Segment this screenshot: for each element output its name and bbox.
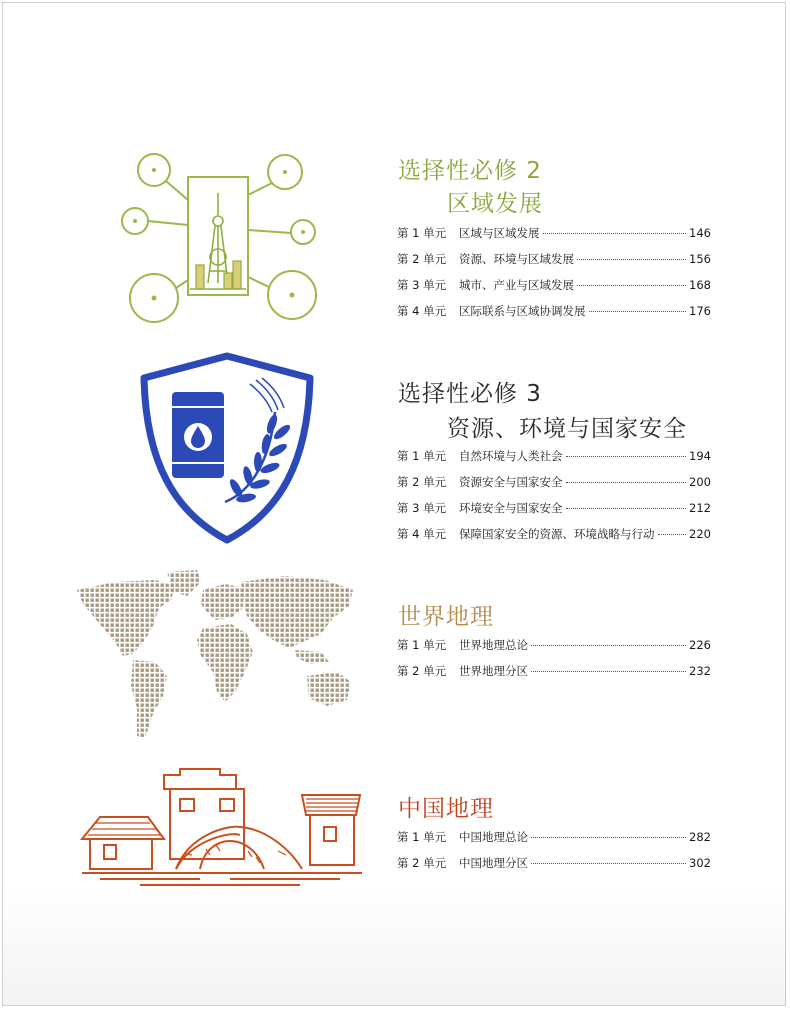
toc-name: 资源、环境与区域发展 [459,252,574,266]
toc-name: 城市、产业与区域发展 [459,278,574,292]
toc-entry[interactable] [397,303,711,329]
toc-leader [531,863,686,864]
toc-entry[interactable] [397,663,711,689]
toc-name: 世界地理分区 [459,664,528,678]
section1-toc [397,225,711,329]
toc-page: 176 [689,304,711,318]
toc-leader [531,645,686,646]
toc-page: 226 [689,638,711,652]
toc-page: 282 [689,830,711,844]
toc-unit: 第 2 单元 [397,475,447,489]
dotted-world-map-icon [75,568,365,743]
section2-title-line2: 资源、环境与国家安全 [447,416,687,442]
toc-name: 资源安全与国家安全 [459,475,563,489]
toc-entry[interactable] [397,225,711,251]
toc-leader [589,311,687,312]
toc-name: 中国地理分区 [459,856,528,870]
section2-title-line1: 选择性必修 3 [398,381,542,407]
toc-leader [577,259,686,260]
toc-entry[interactable] [397,448,711,474]
toc-entry[interactable] [397,251,711,277]
toc-page: 194 [689,449,711,463]
toc-page: 146 [689,226,711,240]
toc-name: 区域与区域发展 [459,226,540,240]
toc-leader [658,534,687,535]
toc-entry[interactable] [397,637,711,663]
toc-leader [577,285,686,286]
toc-name: 世界地理总论 [459,638,528,652]
toc-unit: 第 4 单元 [397,304,447,318]
toc-page: 212 [689,501,711,515]
section3-toc [397,637,711,689]
toc-unit: 第 3 单元 [397,501,447,515]
toc-unit: 第 2 单元 [397,664,447,678]
toc-unit: 第 4 单元 [397,527,447,541]
city-tower-network-icon [120,145,320,330]
toc-entry[interactable] [397,855,711,881]
toc-entry[interactable] [397,500,711,526]
toc-page: 232 [689,664,711,678]
toc-page: 168 [689,278,711,292]
toc-leader [566,456,687,457]
shield-oil-barrel-wheat-icon [140,352,315,544]
toc-unit: 第 2 单元 [397,856,447,870]
section3-title: 世界地理 [398,604,494,630]
toc-name: 自然环境与人类社会 [459,449,563,463]
toc-unit: 第 3 单元 [397,278,447,292]
toc-unit: 第 1 单元 [397,638,447,652]
toc-page: 302 [689,856,711,870]
toc-unit: 第 1 单元 [397,449,447,463]
toc-leader [566,482,687,483]
toc-page: 156 [689,252,711,266]
toc-leader [531,837,686,838]
toc-unit: 第 1 单元 [397,226,447,240]
toc-entry[interactable] [397,474,711,500]
toc-name: 环境安全与国家安全 [459,501,563,515]
section4-toc [397,829,711,881]
toc-leader [531,671,686,672]
toc-name: 中国地理总论 [459,830,528,844]
section1-title-line2: 区域发展 [447,191,543,217]
toc-unit: 第 2 单元 [397,252,447,266]
toc-entry[interactable] [397,277,711,303]
toc-entry[interactable] [397,526,711,552]
toc-leader [566,508,687,509]
traditional-chinese-architecture-icon [80,765,365,890]
section1-title-line1: 选择性必修 2 [398,158,542,184]
toc-leader [543,233,687,234]
toc-page: 200 [689,475,711,489]
section2-toc [397,448,711,552]
toc-entry[interactable] [397,829,711,855]
toc-name: 区际联系与区域协调发展 [459,304,586,318]
section4-title: 中国地理 [398,796,494,822]
toc-unit: 第 1 单元 [397,830,447,844]
toc-page: 220 [689,527,711,541]
toc-name: 保障国家安全的资源、环境战略与行动 [459,527,655,541]
